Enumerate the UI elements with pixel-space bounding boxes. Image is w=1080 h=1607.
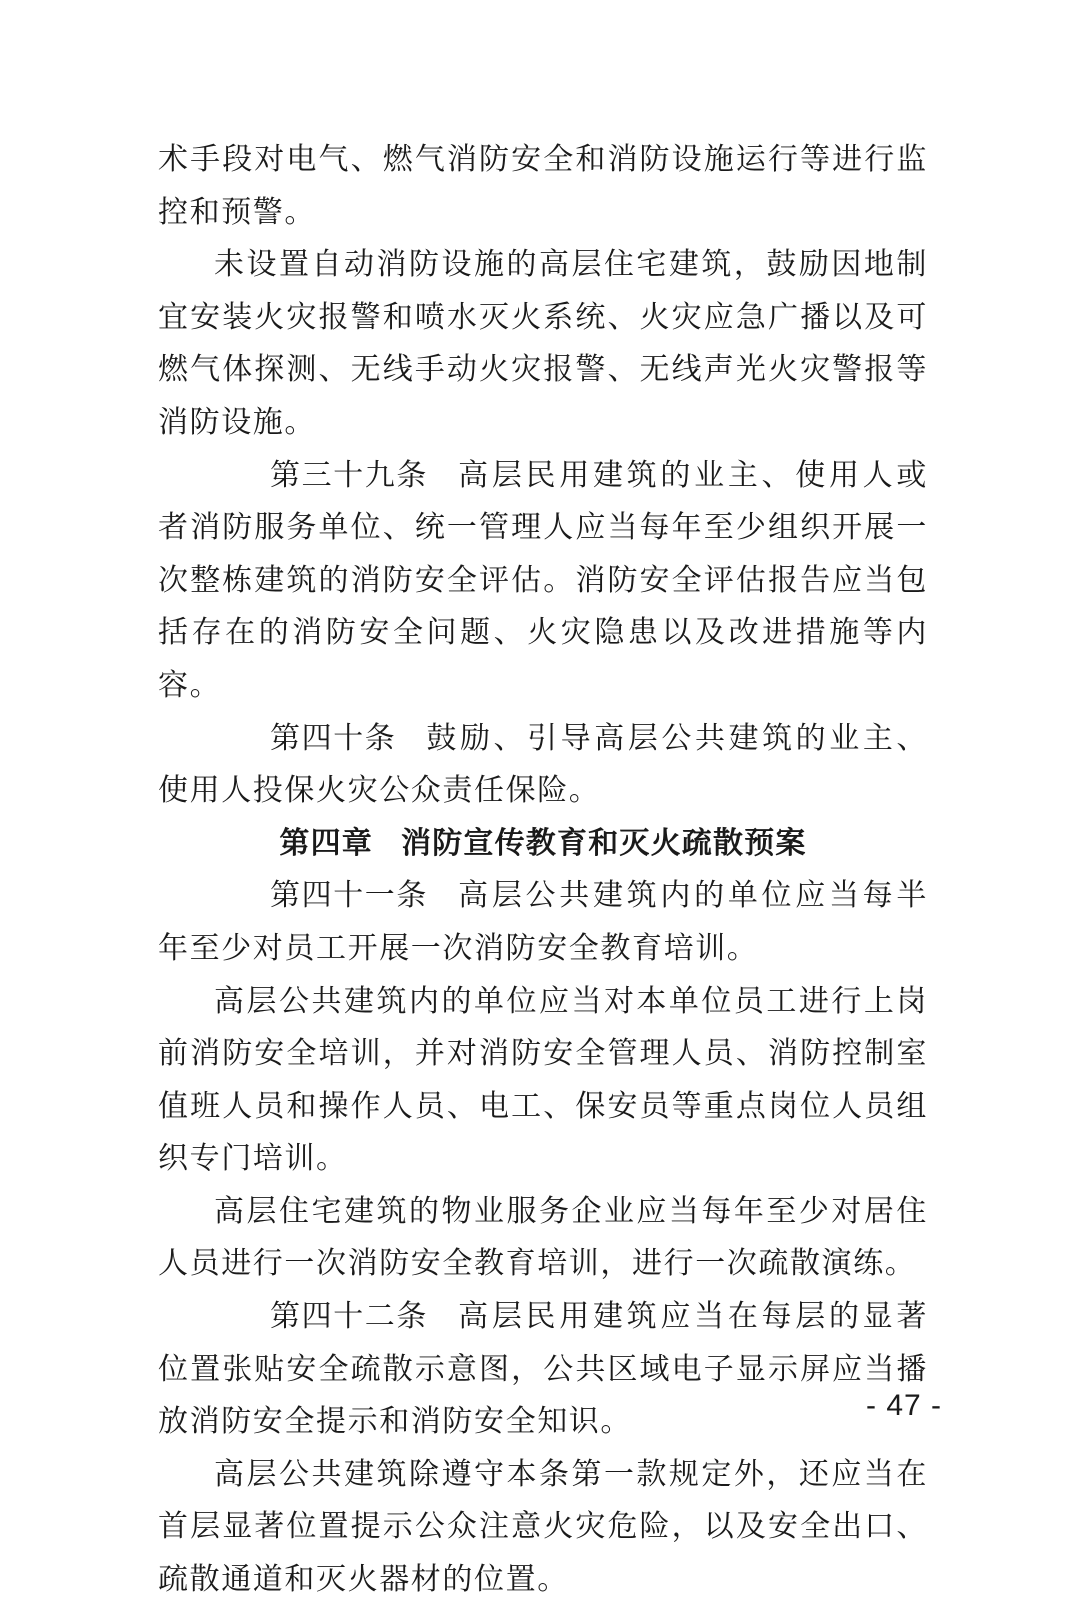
chapter-heading	[158, 818, 928, 871]
paragraph	[158, 1449, 928, 1607]
paragraph-continuation	[158, 134, 928, 239]
document-body	[158, 134, 928, 1607]
article-number: 第三十九条	[270, 457, 428, 493]
article-number: 第四十一条	[270, 878, 428, 914]
paragraph	[158, 239, 928, 449]
paragraph-text: 术手段对电气、燃气消防安全和消防设施运行等进行监控和预警。	[158, 142, 928, 230]
article-number: 第四十二条	[270, 1299, 428, 1335]
chapter-number: 第四章	[279, 825, 373, 861]
paragraph	[158, 976, 928, 1186]
article-39	[158, 450, 928, 713]
paragraph-text: 高层公共建筑内的单位应当每半年至少对员工开展一次消防安全教育培训。	[158, 878, 928, 966]
article-41	[158, 870, 928, 975]
article-42	[158, 1291, 928, 1449]
paragraph	[158, 1186, 928, 1291]
paragraph-text: 高层民用建筑的业主、使用人或者消防服务单位、统一管理人应当每年至少组织开展一次整栋建筑的消防安全评估。消防安全评估报告应当包括存在的消防安全问题、火灾隐患以及改进措施等内容。	[158, 457, 928, 703]
paragraph-text: 高层民用建筑应当在每层的显著位置张贴安全疏散示意图，公共区域电子显示屏应当播放消防安全提示和消防安全知识。	[158, 1299, 928, 1440]
article-40	[158, 713, 928, 818]
paragraph-text: 鼓励、引导高层公共建筑的业主、使用人投保火灾公众责任保险。	[158, 720, 928, 809]
page-number: - 47 -	[866, 1389, 943, 1422]
paragraph-text: 高层住宅建筑的物业服务企业应当每年至少对居住人员进行一次消防安全教育培训，进行一次疏散演练。	[158, 1193, 928, 1282]
chapter-title: 消防宣传教育和灭火疏散预案	[401, 825, 807, 861]
article-number: 第四十条	[270, 720, 397, 756]
paragraph-text: 高层公共建筑内的单位应当对本单位员工进行上岗前消防安全培训，并对消防安全管理人员、消防控制室值班人员和操作人员、电工、保安员等重点岗位人员组织专门培训。	[158, 983, 928, 1177]
paragraph-text: 未设置自动消防设施的高层住宅建筑，鼓励因地制宜安装火灾报警和喷水灭火系统、火灾应急广播以及可燃气体探测、无线手动火灾报警、无线声光火灾警报等消防设施。	[158, 247, 928, 440]
paragraph-text: 高层公共建筑除遵守本条第一款规定外，还应当在首层显著位置提示公众注意火灾危险，以及安全出口、疏散通道和灭火器材的位置。	[158, 1456, 928, 1598]
